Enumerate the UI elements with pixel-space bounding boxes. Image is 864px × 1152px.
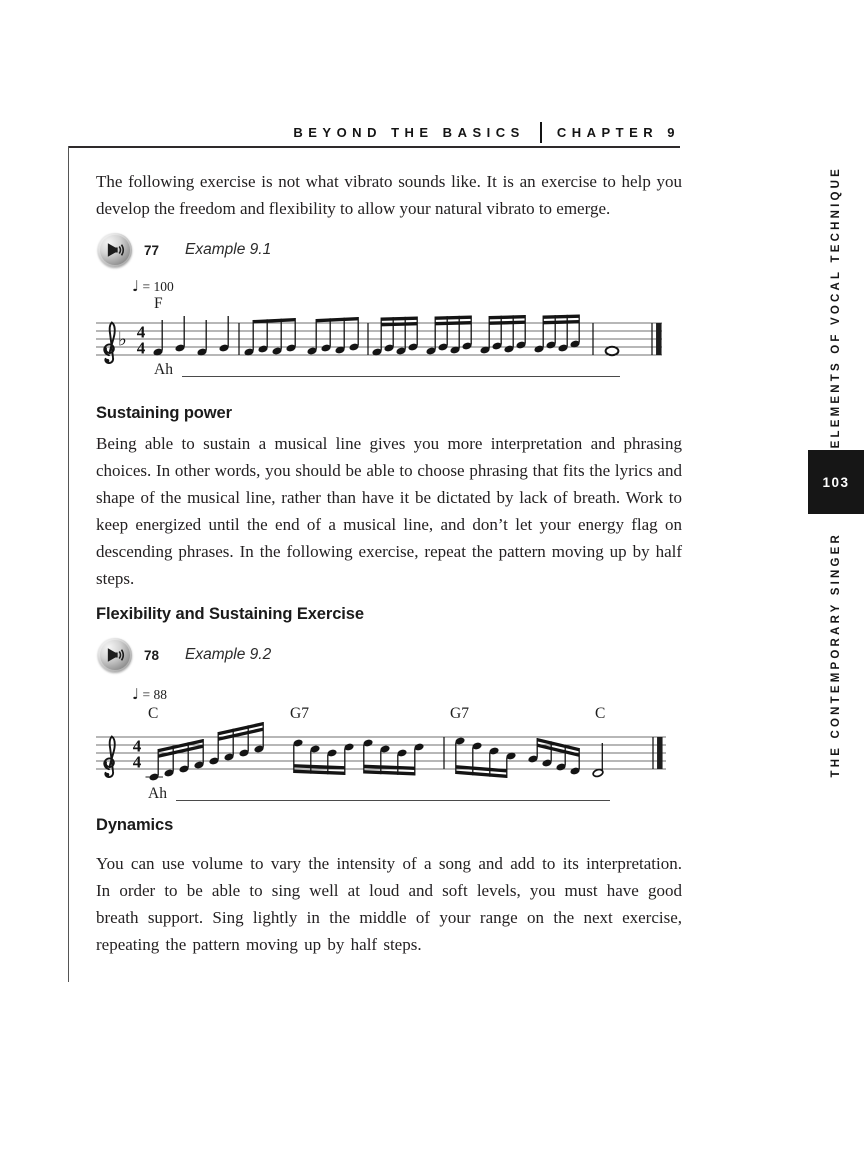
beam	[489, 315, 525, 319]
tempo-marking	[132, 685, 167, 703]
section-heading-sustaining-power: Sustaining power	[96, 404, 232, 422]
tempo-value: = 100	[142, 279, 174, 294]
treble-clef-icon	[104, 323, 114, 364]
music-example-2	[96, 685, 682, 810]
chord-symbol: G7	[450, 705, 469, 722]
running-header	[68, 122, 680, 143]
audio-row-example-1	[98, 233, 271, 267]
sidebar-label-book-title: THE CONTEMPORARY SINGER	[830, 532, 842, 778]
header-section-title: BEYOND THE BASICS	[293, 125, 525, 140]
music-staff-example-1	[96, 311, 662, 373]
lyric-syllable: Ah	[148, 785, 167, 802]
time-signature-bottom: 4	[136, 338, 146, 358]
sidebar-label-section: ELEMENTS OF VOCAL TECHNIQUE	[830, 166, 842, 449]
beam	[294, 770, 345, 775]
header-divider	[540, 122, 542, 143]
beam	[543, 315, 579, 319]
chord-symbol: F	[154, 295, 163, 312]
page-number: 103	[822, 474, 850, 490]
quarter-note-icon: ♩	[132, 277, 140, 295]
beam	[316, 317, 358, 322]
time-signature-top: 4	[136, 322, 146, 342]
tempo-marking	[132, 277, 174, 295]
music-example-1	[96, 277, 682, 389]
beam	[435, 316, 471, 320]
example-label: Example 9.1	[185, 241, 272, 258]
chord-symbol: G7	[290, 705, 309, 722]
left-margin-rule	[68, 146, 69, 982]
lyric-extender-line	[176, 799, 610, 801]
dynamics-paragraph: You can use volume to vary the intensity of a song and add to its interpretation. In order to be able to sing well at loud and soft levels, you must have good breath support. Sing lightly in the middle of your range on the next exercise, repeating the pattern moving up by half steps.	[96, 854, 682, 954]
track-number: 78	[144, 647, 160, 663]
page-number-box	[808, 450, 864, 514]
music-staff-example-2	[96, 717, 666, 783]
tempo-value: = 88	[142, 687, 167, 702]
beam	[543, 320, 579, 324]
header-chapter: CHAPTER 9	[556, 125, 680, 140]
example-label: Example 9.2	[185, 646, 272, 663]
beam	[435, 321, 471, 325]
header-rule	[68, 146, 680, 148]
beam	[364, 770, 415, 775]
speaker-icon	[104, 239, 126, 261]
audio-play-button[interactable]	[98, 233, 132, 267]
lyric-extender-line	[182, 375, 620, 377]
quarter-note-icon: ♩	[132, 685, 140, 703]
section-heading-flexibility: Flexibility and Sustaining Exercise	[96, 605, 364, 623]
audio-row-example-2	[98, 638, 271, 672]
audio-play-button[interactable]	[98, 638, 132, 672]
time-signature-bottom: 4	[132, 752, 142, 772]
whole-note	[606, 347, 619, 355]
lyric-syllable: Ah	[154, 361, 173, 378]
treble-clef-icon	[104, 737, 114, 778]
half-note	[592, 768, 603, 777]
track-number: 77	[144, 242, 160, 258]
chord-symbol: C	[148, 705, 159, 722]
time-signature-top: 4	[132, 736, 142, 756]
beam	[489, 321, 525, 325]
flat-sign: ♭	[118, 328, 127, 351]
section-heading-dynamics: Dynamics	[96, 816, 174, 834]
intro-paragraph: The following exercise is not what vibrato sounds like. It is an exercise to help you develop the freedom and flexibility to allow your natural vibrato to emerge.	[96, 172, 682, 218]
chord-symbol: C	[595, 705, 606, 722]
speaker-icon	[104, 644, 126, 666]
sustaining-power-paragraph: Being able to sustain a musical line gives you more interpretation and phrasing choices. In other words, you should be able to choose phrasing that fits the lyrics and shape of the musical line, rather than have it be dictated by lack of breath. Work to keep energized until the end of a musical line, and don’t let your energy flag on descending phrases. In the following exercise, repeat the pattern moving up by half steps.	[96, 434, 682, 588]
beam	[381, 317, 417, 321]
